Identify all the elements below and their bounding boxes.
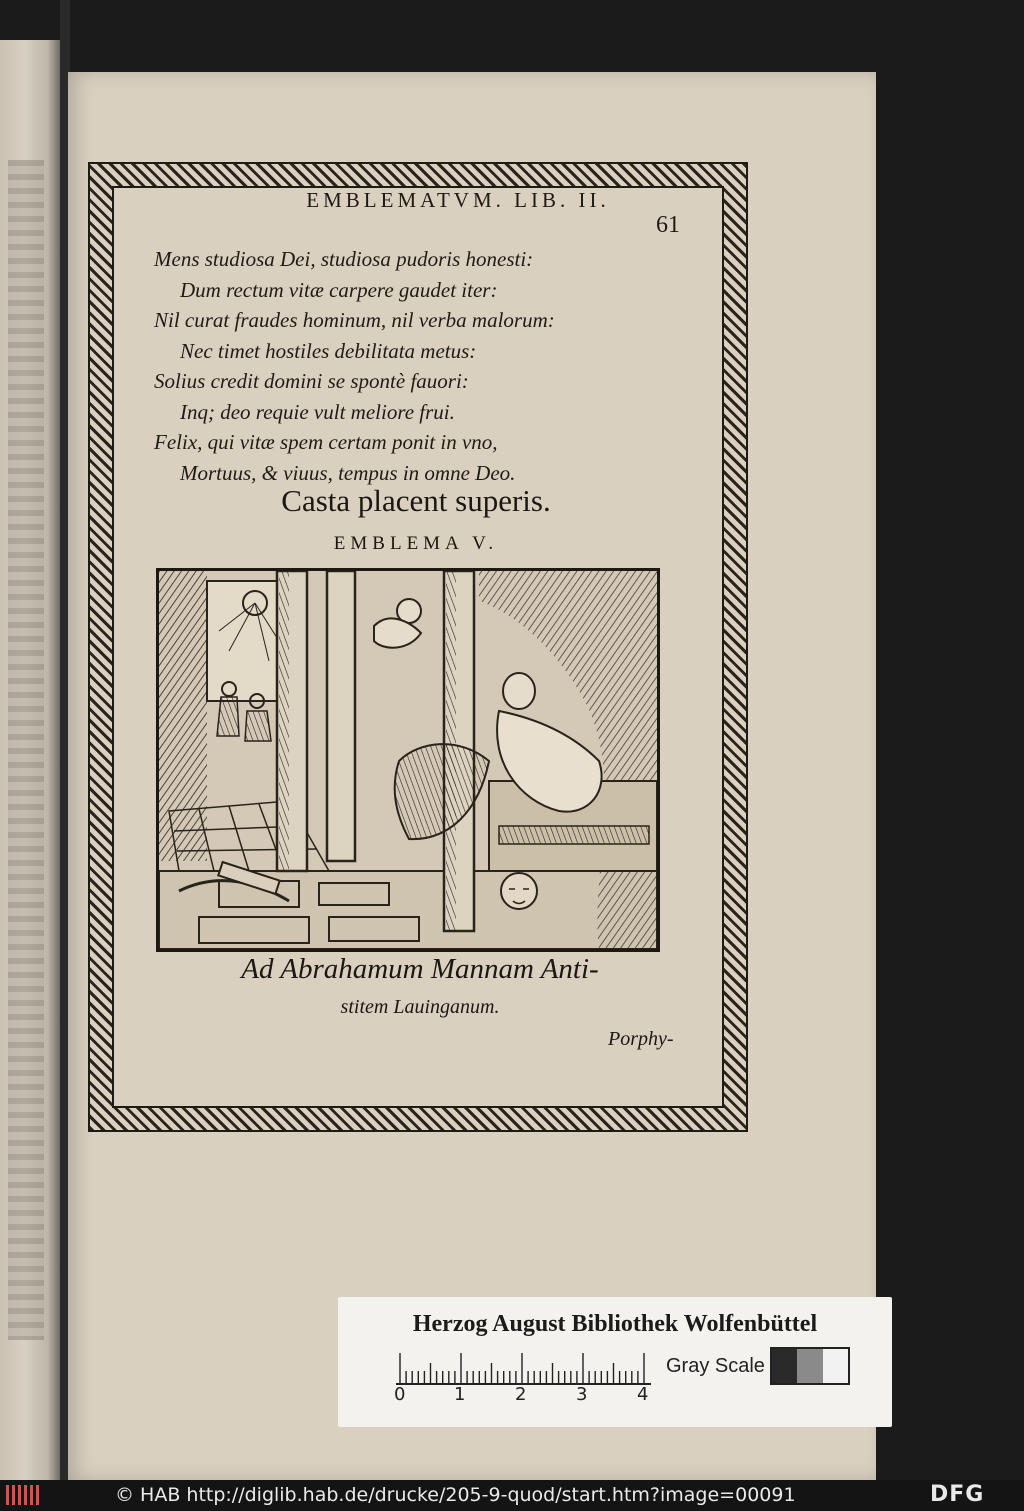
ruler-number: 4: [637, 1384, 649, 1405]
cm-ruler: [396, 1349, 651, 1385]
facing-page-edge: [0, 40, 60, 1480]
verse-block: [154, 244, 674, 488]
verse-line: Felix, qui vitæ spem certam ponit in vno,: [154, 430, 498, 454]
hab-logo-icon: [6, 1485, 40, 1505]
verse-line: Nec timet hostiles debilitata metus:: [180, 338, 477, 363]
verse-line: Nil curat fraudes hominum, nil verba malorum:: [154, 308, 555, 332]
ruler-ticks: [396, 1349, 651, 1383]
dedication-line-2: stitem Lauinganum.: [340, 996, 500, 1018]
viewer-footer: [0, 1480, 1024, 1511]
page-number: 61: [656, 212, 680, 238]
gray-swatch-light: [823, 1349, 848, 1383]
citation-link[interactable]: © HAB http://diglib.hab.de/drucke/205-9-quod/start.htm?image=00091: [115, 1484, 796, 1506]
emblem-number: EMBLEMA V.: [333, 533, 499, 554]
verse-line: Dum rectum vitæ carpere gaudet iter:: [180, 277, 498, 302]
verse-line: Mens studiosa Dei, studiosa pudoris honesti:: [154, 247, 534, 271]
catchword: Porphy-: [608, 1028, 674, 1050]
woodcut-illustration: [156, 568, 660, 952]
running-head: EMBLEMATVM. LIB. II.: [306, 188, 610, 212]
verse-line: Inq; deo requie vult meliore frui.: [180, 399, 455, 424]
ruler-number: 3: [576, 1384, 588, 1405]
woodcut-picture: [159, 571, 657, 949]
library-name: Herzog August Bibliothek Wolfenbüttel: [412, 1311, 818, 1337]
gray-swatch-mid: [797, 1349, 822, 1383]
gray-swatch-dark: [772, 1349, 797, 1383]
facing-page-ornament: [8, 160, 44, 1340]
gray-scale-swatches: [770, 1347, 850, 1385]
ruler-number: 0: [394, 1384, 406, 1405]
color-scale-card: [338, 1297, 892, 1427]
ruler-number: 2: [515, 1384, 527, 1405]
ruler-number: 1: [454, 1384, 466, 1405]
verse-line: Solius credit domini se spontè fauori:: [154, 369, 469, 393]
dfg-logo: DFG: [930, 1482, 985, 1507]
book-page: [68, 72, 876, 1480]
emblem-motto: Casta placent superis.: [281, 483, 551, 518]
gray-scale-label: Gray Scale: [666, 1355, 765, 1377]
dedication-line-1: Ad Abrahamum Mannam Anti-: [241, 953, 599, 985]
verse-line: Mortuus, & viuus, tempus in omne Deo.: [180, 460, 516, 485]
